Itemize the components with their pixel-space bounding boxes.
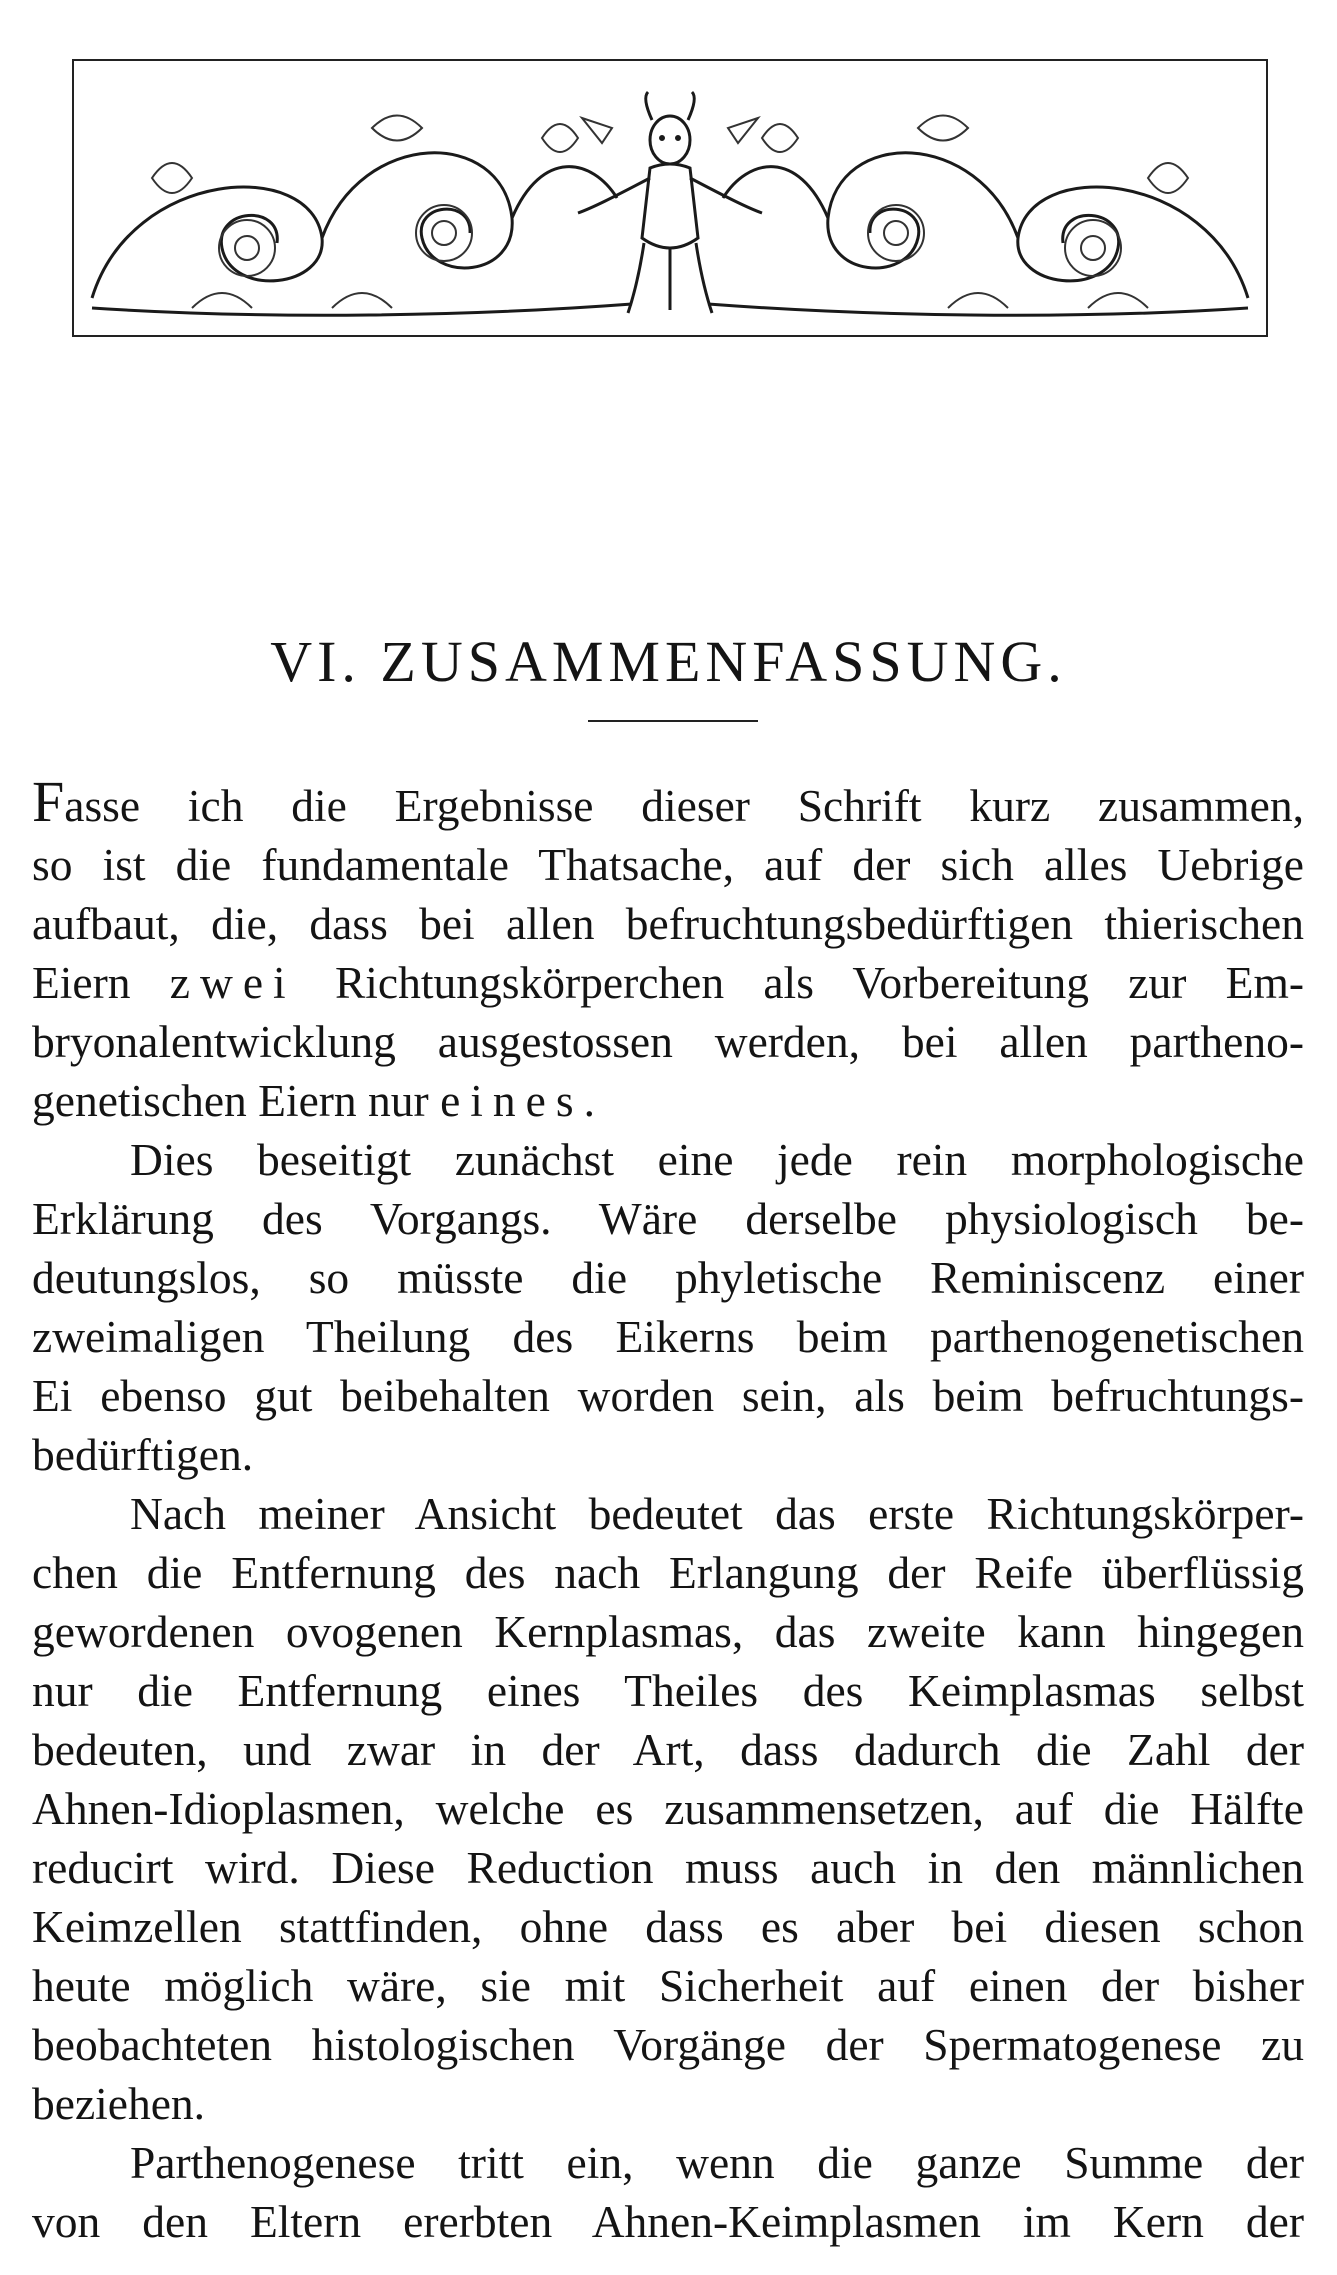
text-line — [32, 953, 1304, 1012]
text-line — [32, 1602, 1304, 1661]
text-line — [32, 1661, 1304, 1720]
text-run: genetischen Eiern nur — [32, 1075, 441, 1126]
text-run: nur die Entfernung eines Theiles des Keimplasmas selbst — [32, 1665, 1304, 1716]
header-ornament — [72, 58, 1268, 338]
text-run: bryonalentwicklung ausgestossen werden, bei allen partheno- — [32, 1016, 1304, 1067]
text-line — [32, 1307, 1304, 1366]
text-run: Parthenogenese tritt ein, wenn die ganze Summe der — [130, 2137, 1304, 2188]
text-run: Ei ebenso gut beibehalten worden sein, als beim befruchtungs- — [32, 1370, 1304, 1421]
text-run: Eiern — [32, 957, 170, 1008]
text-line — [32, 769, 1304, 835]
text-line — [32, 1543, 1304, 1602]
text-line — [32, 1248, 1304, 1307]
text-line — [32, 894, 1304, 953]
paragraph — [32, 2133, 1304, 2251]
text-line — [32, 1130, 1304, 1189]
text-run: beziehen. — [32, 2078, 206, 2129]
text-line — [32, 1779, 1304, 1838]
text-run: von den Eltern ererbten Ahnen-Keimplasmen im Kern der — [32, 2196, 1304, 2247]
text-line — [32, 1366, 1304, 1425]
text-run: Richtungskörperchen als Vorbereitung zur Em- — [295, 957, 1304, 1008]
paragraph — [32, 1130, 1304, 1484]
text-run: deutungslos, so müsste die phyletische Reminiscenz einer — [32, 1252, 1304, 1303]
text-run: Dies beseitigt zunächst eine jede rein morphologische — [130, 1134, 1304, 1185]
text-line — [32, 2074, 1304, 2133]
text-line — [32, 1071, 1304, 1130]
text-run: zweimaligen Theilung des Eikerns beim parthenogenetischen — [32, 1311, 1304, 1362]
text-run: aufbaut, die, dass bei allen befruchtungsbedürftigen thierischen — [32, 898, 1304, 949]
emphasized-word: zwei — [169, 957, 296, 1008]
rinceau-ornament-icon — [72, 58, 1268, 338]
text-line — [32, 2133, 1304, 2192]
text-run: Keimzellen stattfinden, ohne dass es aber bei diesen schon — [32, 1901, 1304, 1952]
paragraph — [32, 1484, 1304, 2133]
text-run: chen die Entfernung des nach Erlangung der Reife überflüssig — [32, 1547, 1304, 1598]
drop-cap: F — [32, 769, 65, 834]
text-run: beobachteten histologischen Vorgänge der Spermatogenese zu — [32, 2019, 1304, 2070]
emphasized-word: eines — [440, 1075, 584, 1126]
text-line — [32, 835, 1304, 894]
text-line — [32, 1012, 1304, 1071]
text-run: gewordenen ovogenen Kernplasmas, das zweite kann hingegen — [32, 1606, 1304, 1657]
text-run: heute möglich wäre, sie mit Sicherheit auf einen der bisher — [32, 1960, 1304, 2011]
text-line — [32, 1425, 1304, 1484]
paragraph — [32, 769, 1304, 1130]
text-line — [32, 1484, 1304, 1543]
text-run: reducirt wird. Diese Reduction muss auch in den männlichen — [32, 1842, 1304, 1893]
text-run: bedeuten, und zwar in der Art, dass dadurch die Zahl der — [32, 1724, 1304, 1775]
text-run: . — [583, 1075, 595, 1126]
text-run: so ist die fundamentale Thatsache, auf der sich alles Uebrige — [32, 839, 1304, 890]
text-run: bedürftigen. — [32, 1429, 254, 1480]
text-run: Nach meiner Ansicht bedeutet das erste Richtungskörper- — [130, 1488, 1304, 1539]
text-run: Ahnen-Idioplasmen, welche es zusammensetzen, auf die Hälfte — [32, 1783, 1304, 1834]
text-line — [32, 2015, 1304, 2074]
title-divider — [588, 720, 758, 722]
text-line — [32, 1720, 1304, 1779]
text-line — [32, 2192, 1304, 2251]
text-line — [32, 1189, 1304, 1248]
body-text — [32, 769, 1304, 2251]
chapter-title: VI. ZUSAMMENFASSUNG. — [270, 628, 1067, 694]
text-line — [32, 1897, 1304, 1956]
text-line — [32, 1838, 1304, 1897]
text-line — [32, 1956, 1304, 2015]
text-run: Erklärung des Vorgangs. Wäre derselbe physiologisch be- — [32, 1193, 1304, 1244]
text-run: asse ich die Ergebnisse dieser Schrift kurz zusammen, — [64, 780, 1304, 831]
